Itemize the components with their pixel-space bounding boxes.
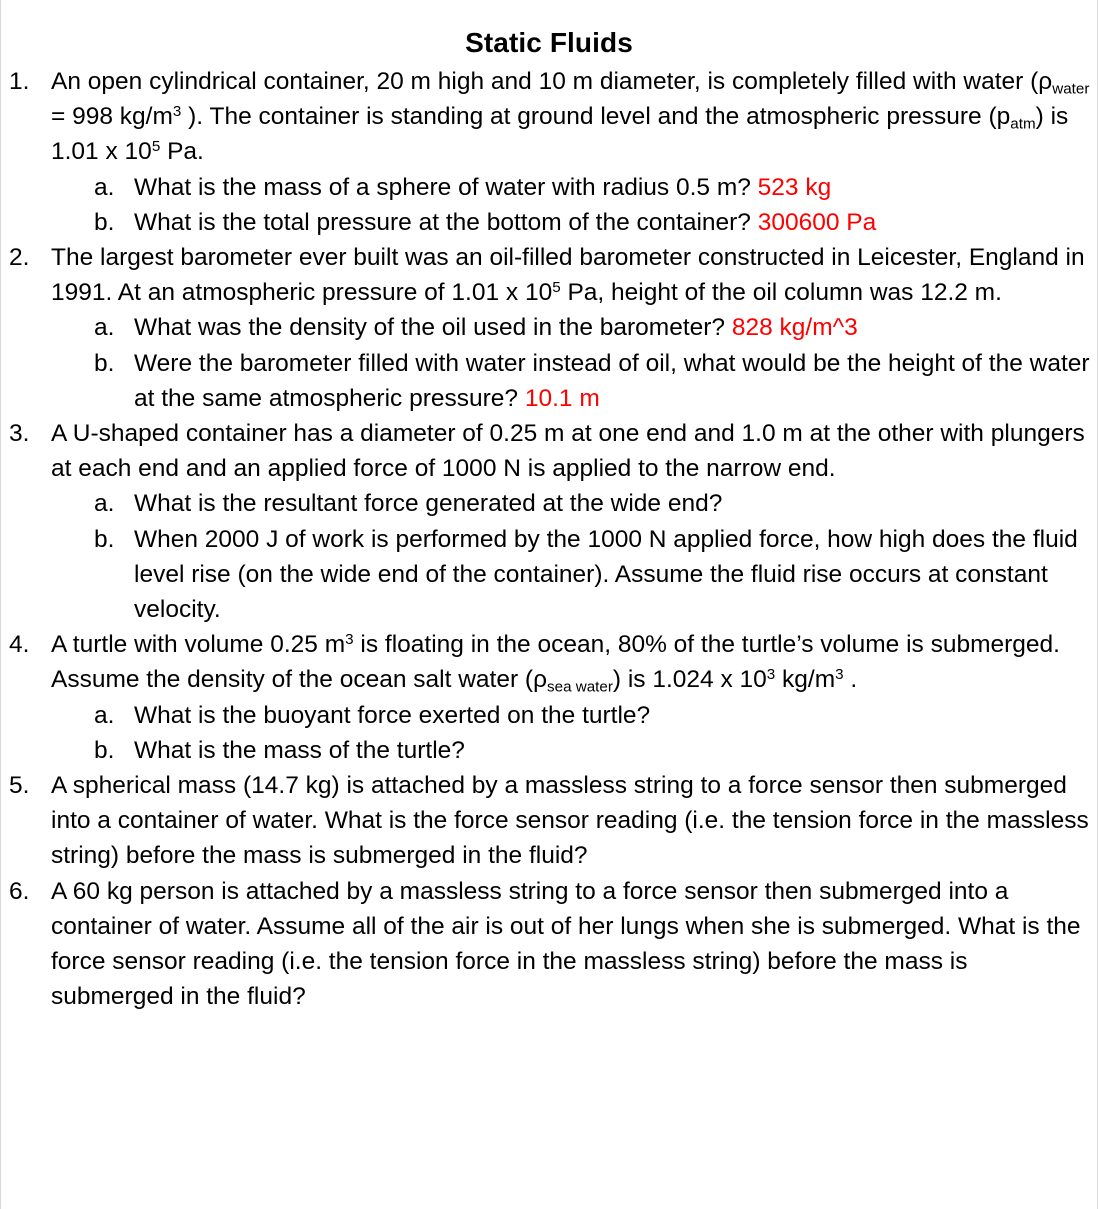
- question-4-text-part-3: ) is 1.024 x 10: [612, 666, 767, 694]
- question-item-3: [1, 416, 1097, 627]
- question-item-2: [1, 240, 1097, 416]
- question-4-subscript-sea-water: sea water: [547, 678, 613, 696]
- question-marker-6: 6.: [9, 877, 30, 905]
- subitem-marker-1a: a.: [94, 173, 115, 201]
- question-3-subitem-a: [51, 486, 1097, 521]
- question-4-text-part-4: kg/m: [775, 666, 836, 694]
- subitem-2a-answer: 828 kg/m^3: [731, 314, 858, 342]
- question-2-subitem-a: [51, 310, 1097, 345]
- question-1-subscript-atm: atm: [1010, 115, 1036, 133]
- question-marker-4: 4.: [9, 631, 30, 659]
- question-marker-5: 5.: [9, 772, 30, 800]
- question-body-4: [51, 627, 1097, 697]
- question-1-subitem-list: [51, 170, 1097, 240]
- subitem-marker-3a: a.: [94, 490, 115, 518]
- question-1-text-part-5: Pa.: [160, 138, 204, 166]
- page-title: Static Fluids: [465, 27, 633, 58]
- subitem-body-3b: When 2000 J of work is performed by the 1000 N applied force, how high does the fluid level rise (on the wide end of the container). Assume the fluid rise occurs at constant velocity.: [134, 525, 1078, 624]
- question-4-text-part-1: A turtle with volume 0.25 m: [51, 631, 346, 659]
- question-2-text-part-1: The largest barometer ever built was an oil-filled barometer constructed in Leicester, England in 1991. At an atmospheric pressure of 1.01 x 10: [51, 244, 1085, 307]
- subitem-2a-text: What was the density of the oil used in the barometer?: [134, 314, 732, 342]
- question-1-superscript-five: 5: [151, 138, 161, 156]
- question-4-superscript-cube-1: 3: [345, 631, 354, 649]
- question-4-subitem-list: [51, 698, 1097, 768]
- question-marker-1: 1.: [9, 68, 30, 95]
- subitem-body-2a: [134, 310, 1097, 345]
- question-item-1: [1, 64, 1097, 240]
- question-4-superscript-cube-2: 3: [766, 666, 776, 684]
- subitem-marker-2b: b.: [94, 349, 115, 377]
- question-4-subitem-a: [51, 698, 1097, 733]
- question-3-subitem-list: [51, 486, 1097, 627]
- question-1-subscript-water: water: [1052, 80, 1090, 98]
- question-3-subitem-b: [51, 522, 1097, 628]
- subitem-1a-answer: 523 kg: [757, 173, 832, 201]
- question-2-superscript-five: 5: [552, 279, 561, 297]
- question-item-5: [1, 768, 1097, 874]
- subitem-1b-text: What is the total pressure at the bottom of the container?: [134, 208, 758, 236]
- subitem-body-4a: What is the buoyant force exerted on the turtle?: [134, 701, 651, 729]
- subitem-body-2b: [134, 346, 1097, 416]
- question-marker-2: 2.: [9, 244, 30, 272]
- question-1-text-part-4: ) is 1.01 x 10: [51, 103, 1069, 166]
- question-2-subitem-b: [51, 346, 1097, 416]
- question-1-text-part-2: = 998 kg/m: [51, 103, 173, 131]
- question-1-subitem-b: [51, 205, 1097, 240]
- question-4-text-part-5: .: [843, 666, 858, 694]
- subitem-marker-2a: a.: [94, 314, 115, 342]
- question-body-6: A 60 kg person is attached by a massless string to a force sensor then submerged into a container of water. Assume all of the air is out of her lungs when she is submerged. What is the force sensor reading (i.e. the tension force in the massless string) before the mass is submerged in the fluid?: [51, 877, 1081, 1011]
- subitem-2b-text: Were the barometer filled with water instead of oil, what would be the height of the water at the same atmospheric pressure?: [134, 349, 1090, 412]
- subitem-body-1a: [134, 170, 1097, 205]
- subitem-body-1b: [134, 205, 1097, 240]
- question-1-text-part-1: An open cylindrical container, 20 m high and 10 m diameter, is completely filled with water (ρ: [51, 68, 1053, 95]
- question-4-text-part-2: is floating in the ocean, 80% of the turtle’s volume is submerged. Assume the density of the ocean salt water (ρ: [51, 631, 1060, 694]
- question-item-4: [1, 627, 1097, 768]
- question-body-5: A spherical mass (14.7 kg) is attached by a massless string to a force sensor then submerged into a container of water. What is the force sensor reading (i.e. the tension force in the massless string) before the mass is submerged in the fluid?: [51, 772, 1089, 870]
- subitem-marker-3b: b.: [94, 525, 115, 553]
- question-1-text-part-3: ). The container is standing at ground level and the atmospheric pressure (p: [181, 103, 1011, 131]
- question-body-3: A U-shaped container has a diameter of 0.25 m at one end and 1.0 m at the other with plungers at each end and an applied force of 1000 N is applied to the narrow end.: [51, 420, 1085, 483]
- question-body-1: [51, 64, 1097, 170]
- question-4-subitem-b: [51, 733, 1097, 768]
- question-4-superscript-cube-3: 3: [835, 666, 844, 684]
- question-1-subitem-a: [51, 170, 1097, 205]
- question-1-superscript-cube: 3: [172, 103, 182, 121]
- subitem-marker-1b: b.: [94, 208, 115, 236]
- subitem-1a-text: What is the mass of a sphere of water with radius 0.5 m?: [134, 173, 758, 201]
- question-body-2: [51, 240, 1097, 310]
- question-item-6: [1, 874, 1097, 1015]
- subitem-body-3a: What is the resultant force generated at the wide end?: [134, 490, 723, 518]
- question-list: [1, 64, 1097, 1014]
- question-marker-3: 3.: [9, 420, 30, 448]
- question-2-text-part-2: Pa, height of the oil column was 12.2 m.: [560, 279, 1002, 307]
- question-2-subitem-list: [51, 310, 1097, 416]
- subitem-body-4b: What is the mass of the turtle?: [134, 736, 465, 764]
- questions-container: [1, 60, 1097, 1014]
- subitem-marker-4b: b.: [94, 736, 115, 764]
- subitem-1b-answer: 300600 Pa: [757, 208, 877, 236]
- subitem-marker-4a: a.: [94, 701, 115, 729]
- subitem-2b-answer: 10.1 m: [524, 384, 600, 412]
